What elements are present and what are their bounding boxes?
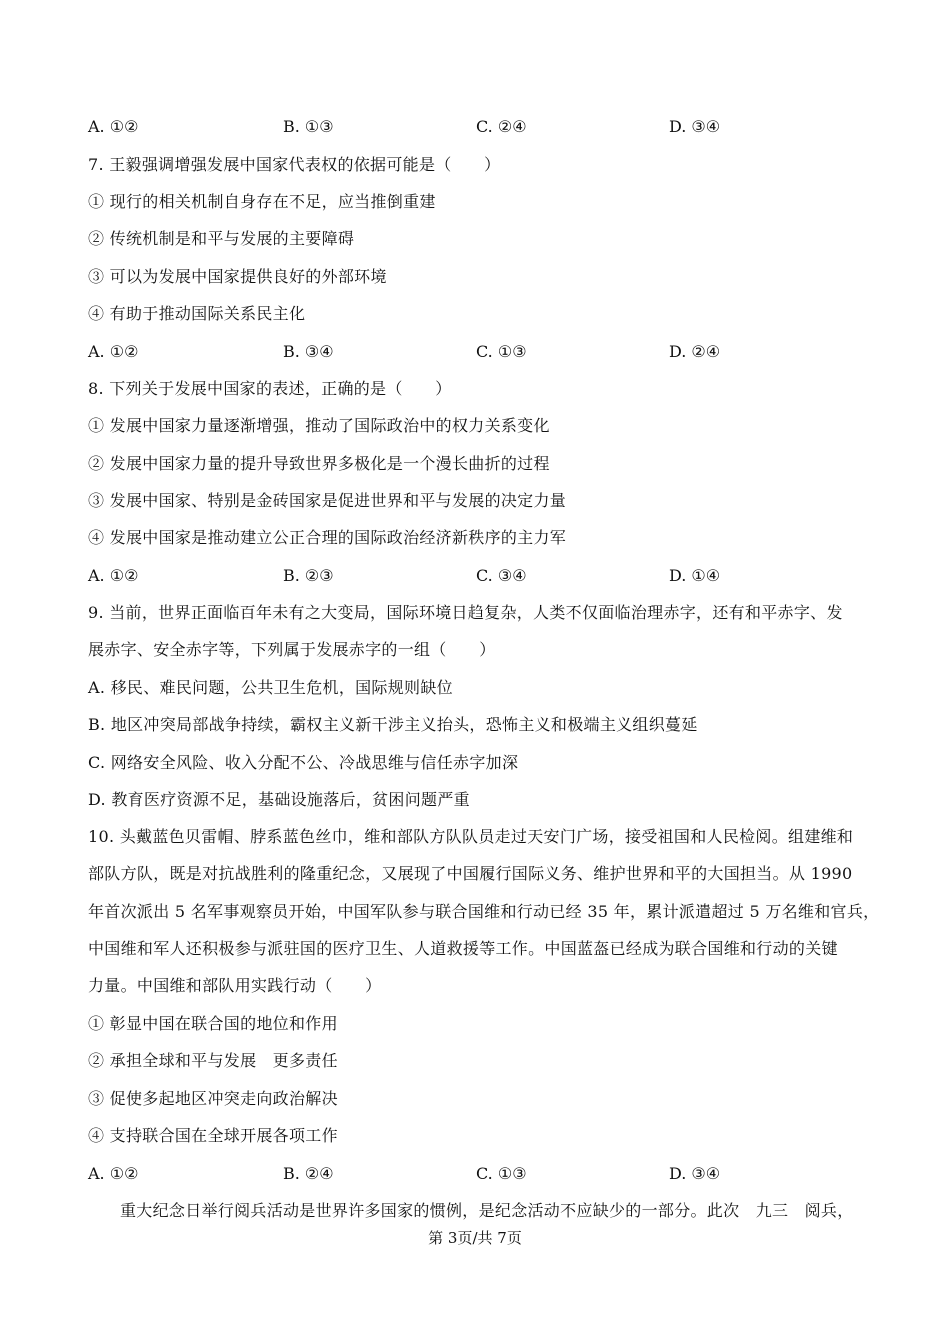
option-a: A. ①② xyxy=(88,117,139,136)
q9-option-b: B. 地区冲突局部战争持续，霸权主义新干涉主义抬头，恐怖主义和极端主义组织蔓延 xyxy=(88,715,698,734)
q7-option-d: D. ②④ xyxy=(669,342,721,361)
q10-option-d: D. ③④ xyxy=(669,1164,721,1183)
q10-stem-line-2: 部队方队，既是对抗战胜利的隆重纪念，又展现了中国履行国际义务、维护世界和平的大国担当。从 1990 xyxy=(88,864,853,883)
q10-option-a: A. ①② xyxy=(88,1164,139,1183)
q9-stem-line-1: 9. 当前，世界正面临百年未有之大变局，国际环境日趋复杂，人类不仅面临治理赤字，还有和平赤字、发 xyxy=(88,603,843,622)
option-c: C. ②④ xyxy=(476,117,527,136)
option-d: D. ③④ xyxy=(669,117,721,136)
q9-option-a: A. 移民、难民问题，公共卫生危机，国际规则缺位 xyxy=(88,678,453,697)
q10-option-c: C. ①③ xyxy=(476,1164,527,1183)
q10-stem-line-4: 中国维和军人还积极参与派驻国的医疗卫生、人道救援等工作。中国蓝盔已经成为联合国维和行动的关键 xyxy=(88,939,838,958)
next-material-paragraph: 重大纪念日举行阅兵活动是世界许多国家的惯例，是纪念活动不应缺少的一部分。此次 九三 阅兵， xyxy=(120,1201,854,1220)
q9-option-c: C. 网络安全风险、收入分配不公、冷战思维与信任赤字加深 xyxy=(88,753,519,772)
q9-option-d: D. 教育医疗资源不足，基础设施落后，贫困问题严重 xyxy=(88,790,470,809)
q10-option-b: B. ②④ xyxy=(283,1164,334,1183)
q10-item-4: ④ 支持联合国在全球开展各项工作 xyxy=(88,1126,338,1145)
q10-stem-line-3: 年首次派出 5 名军事观察员开始，中国军队参与联合国维和行动已经 35 年，累计派遣超过 5 万名维和官兵， xyxy=(88,902,880,921)
q10-item-1: ① 彰显中国在联合国的地位和作用 xyxy=(88,1014,338,1033)
option-b: B. ①③ xyxy=(283,117,334,136)
q7-option-b: B. ③④ xyxy=(283,342,334,361)
page-footer: 第 3页/共 7页 xyxy=(428,1229,522,1247)
q8-option-c: C. ③④ xyxy=(476,566,527,585)
q8-stem: 8. 下列关于发展中国家的表述，正确的是（ ） xyxy=(88,379,452,398)
q9-stem-line-2: 展赤字、安全赤字等，下列属于发展赤字的一组（ ） xyxy=(88,640,496,659)
q8-item-3: ③ 发展中国家、特别是金砖国家是促进世界和平与发展的决定力量 xyxy=(88,491,567,510)
q7-item-4: ④ 有助于推动国际关系民主化 xyxy=(88,304,306,323)
q8-item-1: ① 发展中国家力量逐渐增强，推动了国际政治中的权力关系变化 xyxy=(88,416,550,435)
q10-stem-line-1: 10. 头戴蓝色贝雷帽、脖系蓝色丝巾，维和部队方队队员走过天安门广场，接受祖国和人民检阅。组建维和 xyxy=(88,827,854,846)
q8-item-4: ④ 发展中国家是推动建立公正合理的国际政治经济新秩序的主力军 xyxy=(88,528,567,547)
q10-item-2: ② 承担全球和平与发展 更多责任 xyxy=(88,1051,338,1070)
q10-stem-line-5: 力量。中国维和部队用实践行动（ ） xyxy=(88,976,382,995)
q7-item-1: ① 现行的相关机制自身存在不足，应当推倒重建 xyxy=(88,192,436,211)
q10-item-3: ③ 促使多起地区冲突走向政治解决 xyxy=(88,1089,338,1108)
q8-item-2: ② 发展中国家力量的提升导致世界多极化是一个漫长曲折的过程 xyxy=(88,454,550,473)
q8-option-d: D. ①④ xyxy=(669,566,721,585)
q7-option-c: C. ①③ xyxy=(476,342,527,361)
q8-option-a: A. ①② xyxy=(88,566,139,585)
q7-option-a: A. ①② xyxy=(88,342,139,361)
q7-item-3: ③ 可以为发展中国家提供良好的外部环境 xyxy=(88,267,387,286)
q8-option-b: B. ②③ xyxy=(283,566,334,585)
q7-stem: 7. 王毅强调增强发展中国家代表权的依据可能是（ ） xyxy=(88,155,501,174)
q7-item-2: ② 传统机制是和平与发展的主要障碍 xyxy=(88,229,355,248)
